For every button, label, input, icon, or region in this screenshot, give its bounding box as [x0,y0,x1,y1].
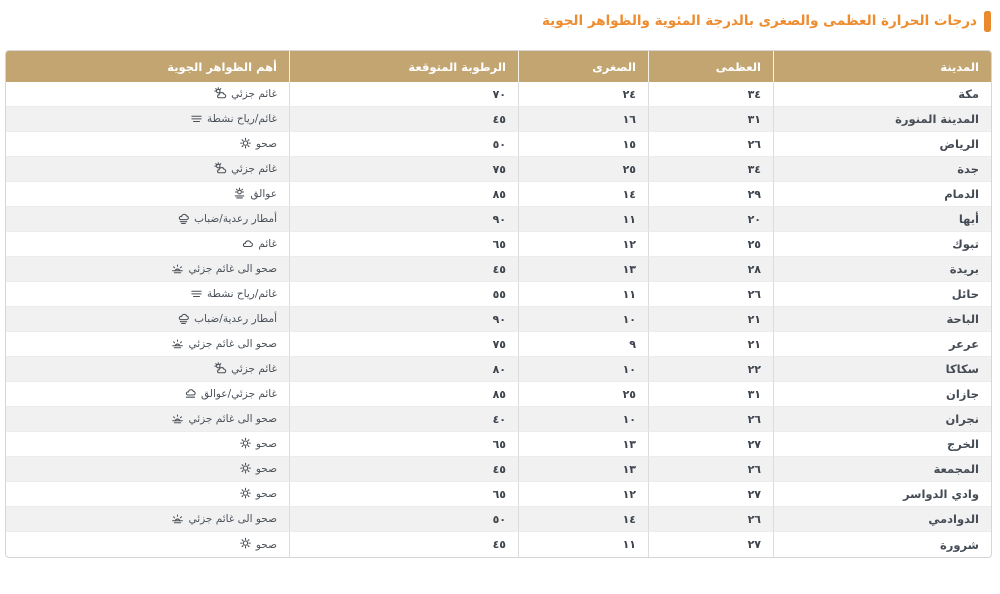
phenomena-label: صحو [255,538,277,551]
max-cell: ٢٩ [648,182,773,207]
phenomena-label: غائم جزئي [231,363,277,375]
phenomena-cell [5,232,289,257]
column-header-max: العظمى [648,51,773,82]
city-cell: حائل [773,282,991,307]
phenomena-cell [5,132,289,157]
sun-haze-icon [171,412,184,425]
city-cell: سكاكا [773,357,991,382]
phenomena-cell [5,482,289,507]
min-cell: ١١ [518,282,648,307]
column-header-city: المدينة [773,51,991,82]
phenomena-cell [5,507,289,532]
phenomena-cell [5,82,289,107]
city-cell: الباحة [773,307,991,332]
phenomena-cell [5,207,289,232]
table-row [5,82,991,107]
city-cell: المدينة المنورة [773,107,991,132]
phenomena-cell [5,332,289,357]
max-cell: ٣٤ [648,82,773,107]
humidity-cell: ٤٥ [289,532,518,557]
column-header-humidity: الرطوبة المتوقعة [289,51,518,82]
max-cell: ٢٥ [648,232,773,257]
table-row [5,107,991,132]
phenomena-content [239,488,277,501]
phenomena-label: صحو [255,463,277,475]
phenomena-cell [5,307,289,332]
table-row [5,507,991,532]
phenomena-cell [5,357,289,382]
humidity-cell: ٦٥ [289,482,518,507]
min-cell: ١٣ [518,457,648,482]
max-cell: ٢٠ [648,207,773,232]
phenomena-content [171,413,277,426]
phenomena-content [214,163,277,176]
table-row [5,132,991,157]
min-cell: ١٠ [518,307,648,332]
table-header [5,51,991,82]
max-cell: ٢٦ [648,132,773,157]
phenomena-content [177,213,277,226]
phenomena-cell [5,157,289,182]
city-cell: الدوادمي [773,507,991,532]
max-cell: ٢١ [648,332,773,357]
phenomena-content [214,88,277,101]
phenomena-cell [5,257,289,282]
weather-table-container [5,50,992,558]
phenomena-label: صحو [255,138,277,150]
humidity-cell: ٩٠ [289,307,518,332]
phenomena-cell [5,107,289,132]
phenomena-content [171,263,277,276]
phenomena-content [171,513,277,526]
phenomena-content [241,238,277,251]
sun-icon [239,537,252,550]
phenomena-content [239,438,277,451]
column-header-phenomena: أهم الظواهر الجوية [5,51,289,82]
haze-icon [233,187,246,200]
city-cell: عرعر [773,332,991,357]
max-cell: ٢٧ [648,482,773,507]
humidity-cell: ٨٠ [289,357,518,382]
city-cell: جدة [773,157,991,182]
phenomena-label: غائم جزئي/عوالق [201,388,277,400]
cloud-icon [241,237,254,250]
rain-fog-icon [177,312,190,325]
table-body [5,82,991,557]
city-cell: الدمام [773,182,991,207]
city-cell: أبها [773,207,991,232]
humidity-cell: ٥٥ [289,282,518,307]
min-cell: ١٣ [518,432,648,457]
min-cell: ١٤ [518,182,648,207]
table-row [5,307,991,332]
phenomena-cell [5,282,289,307]
table-row [5,382,991,407]
humidity-cell: ٤٥ [289,257,518,282]
humidity-cell: ٧٠ [289,82,518,107]
phenomena-content [239,463,277,476]
city-cell: الرياض [773,132,991,157]
accent-bar [984,11,991,32]
phenomena-label: صحو [255,488,277,500]
phenomena-label: صحو [255,438,277,450]
phenomena-label: صحو الى غائم جزئي [188,263,277,275]
min-cell: ١١ [518,207,648,232]
phenomena-content [239,538,277,551]
table-row [5,182,991,207]
phenomena-label: غائم جزئي [231,88,277,100]
humidity-cell: ٤٥ [289,107,518,132]
max-cell: ٢٢ [648,357,773,382]
phenomena-label: أمطار رعدية/ضباب [194,313,277,325]
phenomena-label: غائم/رياح نشطة [207,288,277,300]
phenomena-label: صحو الى غائم جزئي [188,338,277,350]
cloud-wind-icon [190,287,203,300]
table-row [5,482,991,507]
table-row [5,157,991,182]
column-header-min: الصغرى [518,51,648,82]
max-cell: ٢١ [648,307,773,332]
min-cell: ١١ [518,532,648,557]
rain-fog-icon [177,212,190,225]
phenomena-cell [5,407,289,432]
min-cell: ٩ [518,332,648,357]
cloud-wind-icon [190,112,203,125]
sun-haze-icon [171,337,184,350]
table-row [5,282,991,307]
table-row [5,457,991,482]
table-row [5,432,991,457]
min-cell: ١٢ [518,232,648,257]
max-cell: ٢٧ [648,432,773,457]
table-row [5,232,991,257]
page-title: درجات الحرارة العظمى والصغرى بالدرجة المئوية والظواهر الجوية [541,13,977,29]
max-cell: ٣١ [648,382,773,407]
city-cell: نجران [773,407,991,432]
phenomena-content [177,313,277,326]
phenomena-content [171,338,277,351]
table-row [5,257,991,282]
city-cell: بريدة [773,257,991,282]
table-row [5,532,991,557]
phenomena-content [190,113,277,126]
city-cell: مكة [773,82,991,107]
sun-icon [239,462,252,475]
phenomena-cell [5,382,289,407]
min-cell: ١٠ [518,357,648,382]
min-cell: ٢٥ [518,157,648,182]
phenomena-label: غائم/رياح نشطة [207,113,277,125]
phenomena-content [233,188,277,201]
max-cell: ٣١ [648,107,773,132]
phenomena-cell [5,432,289,457]
phenomena-content [190,288,277,301]
max-cell: ٣٤ [648,157,773,182]
phenomena-content [239,138,277,151]
max-cell: ٢٦ [648,457,773,482]
phenomena-content [214,363,277,376]
max-cell: ٢٧ [648,532,773,557]
humidity-cell: ٨٥ [289,182,518,207]
phenomena-cell [5,532,289,557]
max-cell: ٢٨ [648,257,773,282]
min-cell: ١٣ [518,257,648,282]
sun-icon [239,487,252,500]
sun-icon [239,437,252,450]
min-cell: ١٠ [518,407,648,432]
partly-cloudy-icon [214,362,227,375]
humidity-cell: ٧٥ [289,332,518,357]
header-row [5,51,991,82]
cloud-haze-icon [184,387,197,400]
min-cell: ١٦ [518,107,648,132]
phenomena-label: أمطار رعدية/ضباب [194,213,277,225]
humidity-cell: ٩٠ [289,207,518,232]
sun-haze-icon [171,512,184,525]
humidity-cell: ٥٠ [289,132,518,157]
min-cell: ١٥ [518,132,648,157]
sun-haze-icon [171,262,184,275]
city-cell: وادي الدواسر [773,482,991,507]
city-cell: تبوك [773,232,991,257]
max-cell: ٢٦ [648,282,773,307]
max-cell: ٢٦ [648,507,773,532]
phenomena-label: عوالق [250,188,277,200]
partly-cloudy-icon [214,162,227,175]
sun-icon [239,137,252,150]
min-cell: ٢٥ [518,382,648,407]
humidity-cell: ٦٥ [289,232,518,257]
min-cell: ١٤ [518,507,648,532]
phenomena-cell [5,182,289,207]
city-cell: المجمعة [773,457,991,482]
table-row [5,357,991,382]
humidity-cell: ٧٥ [289,157,518,182]
humidity-cell: ٤٥ [289,457,518,482]
table-row [5,407,991,432]
humidity-cell: ٦٥ [289,432,518,457]
phenomena-label: صحو الى غائم جزئي [188,513,277,525]
min-cell: ٢٤ [518,82,648,107]
table-row [5,332,991,357]
city-cell: جازان [773,382,991,407]
phenomena-content [184,388,277,401]
weather-table [5,51,991,557]
phenomena-label: صحو الى غائم جزئي [188,413,277,425]
phenomena-label: غائم [258,238,277,250]
page-title-row [0,10,991,32]
max-cell: ٢٦ [648,407,773,432]
phenomena-cell [5,457,289,482]
min-cell: ١٢ [518,482,648,507]
city-cell: شرورة [773,532,991,557]
partly-cloudy-icon [214,87,227,100]
humidity-cell: ٨٥ [289,382,518,407]
table-row [5,207,991,232]
city-cell: الخرج [773,432,991,457]
humidity-cell: ٥٠ [289,507,518,532]
phenomena-label: غائم جزئي [231,163,277,175]
humidity-cell: ٤٠ [289,407,518,432]
